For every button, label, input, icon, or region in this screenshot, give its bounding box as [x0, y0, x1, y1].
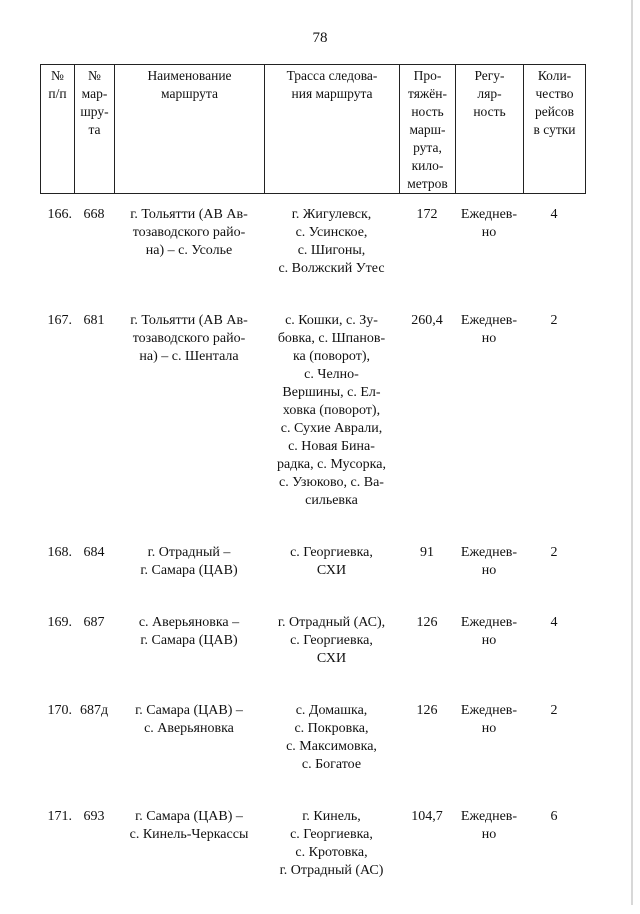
cell-route-path: г. Кинель, с. Георгиевка, с. Кротовка, г. Отрадный (АС): [279, 809, 384, 878]
cell-trips-per-day: 4: [550, 615, 558, 630]
cell-route-number: 681: [83, 313, 105, 328]
cell-route-name: г. Самара (ЦАВ) – с. Кинель-Черкассы: [129, 809, 249, 842]
cell-trips-per-day: 2: [550, 313, 558, 328]
cell-row-number: 169.: [47, 615, 72, 630]
cell-row-number: 166.: [47, 207, 72, 222]
header-route-path: Трасса следова- ния маршрута: [265, 65, 400, 194]
cell-row-number: 168.: [47, 545, 72, 560]
cell-regularity: Ежеднев- но: [460, 545, 518, 578]
cell-trips-per-day: 4: [550, 207, 558, 222]
header-row: [41, 65, 586, 194]
cell-route-name: с. Аверьяновка – г. Самара (ЦАВ): [138, 615, 240, 648]
cell-route-number: 684: [83, 545, 105, 560]
cell-route-path: г. Жигулевск, с. Усинское, с. Шигоны, с. Волжский Утес: [278, 207, 385, 276]
cell-route-length: 260,4: [411, 313, 443, 328]
table-row: [40, 614, 585, 702]
cell-route-length: 91: [420, 545, 434, 560]
header-route-length: Про- тяжён- ность марш- рута, кило- метров: [400, 65, 456, 194]
cell-route-name: г. Тольятти (АВ Ав- тозаводского райо- на) – с. Шентала: [130, 313, 248, 364]
routes-table: [40, 206, 585, 914]
cell-row-number: 167.: [47, 313, 72, 328]
header-row-number: № п/п: [41, 65, 75, 194]
header-trips-per-day: Коли- чество рейсов в сутки: [524, 65, 586, 194]
cell-route-name: г. Тольятти (АВ Ав- тозаводского райо- на) – с. Усолье: [130, 207, 248, 258]
cell-route-length: 126: [416, 703, 438, 718]
cell-trips-per-day: 6: [550, 809, 558, 824]
table-row: [40, 206, 585, 312]
cell-route-length: 104,7: [411, 809, 443, 824]
cell-route-number: 668: [83, 207, 105, 222]
cell-regularity: Ежеднев- но: [460, 207, 518, 240]
cell-route-length: 126: [416, 615, 438, 630]
cell-trips-per-day: 2: [550, 703, 558, 718]
cell-route-number: 687: [83, 615, 105, 630]
table-row: [40, 702, 585, 808]
cell-route-path: с. Кошки, с. Зу- бовка, с. Шпанов- ка (поворот), с. Челно- Вершины, с. Ел- ховка (поворот), с. Сухие Аврали, с. Новая Бина- радка, с. Мусорка, с. Узюково, с. Ва- сильевка: [277, 313, 386, 508]
cell-regularity: Ежеднев- но: [460, 313, 518, 346]
cell-route-path: с. Георгиевка, СХИ: [290, 545, 373, 578]
cell-route-number: 687д: [79, 703, 109, 718]
header-route-name: Наименование маршрута: [115, 65, 265, 194]
table-header: [40, 64, 586, 194]
cell-route-length: 172: [416, 207, 438, 222]
page-edge-line: [631, 0, 633, 905]
table-row: [40, 808, 585, 914]
table-row: [40, 544, 585, 614]
cell-route-path: г. Отрадный (АС), с. Георгиевка, СХИ: [277, 615, 386, 666]
table-row: [40, 312, 585, 544]
header-regularity: Регу- ляр- ность: [456, 65, 524, 194]
cell-row-number: 170.: [47, 703, 72, 718]
header-route-number: № мар- шру- та: [75, 65, 115, 194]
cell-route-path: с. Домашка, с. Покровка, с. Максимовка, с. Богатое: [286, 703, 377, 772]
cell-row-number: 171.: [47, 809, 72, 824]
cell-route-number: 693: [83, 809, 105, 824]
page-number: 78: [312, 30, 328, 46]
cell-regularity: Ежеднев- но: [460, 809, 518, 842]
cell-regularity: Ежеднев- но: [460, 615, 518, 648]
cell-route-name: г. Отрадный – г. Самара (ЦАВ): [140, 545, 238, 578]
cell-route-name: г. Самара (ЦАВ) – с. Аверьяновка: [135, 703, 243, 736]
cell-trips-per-day: 2: [550, 545, 558, 560]
cell-regularity: Ежеднев- но: [460, 703, 518, 736]
